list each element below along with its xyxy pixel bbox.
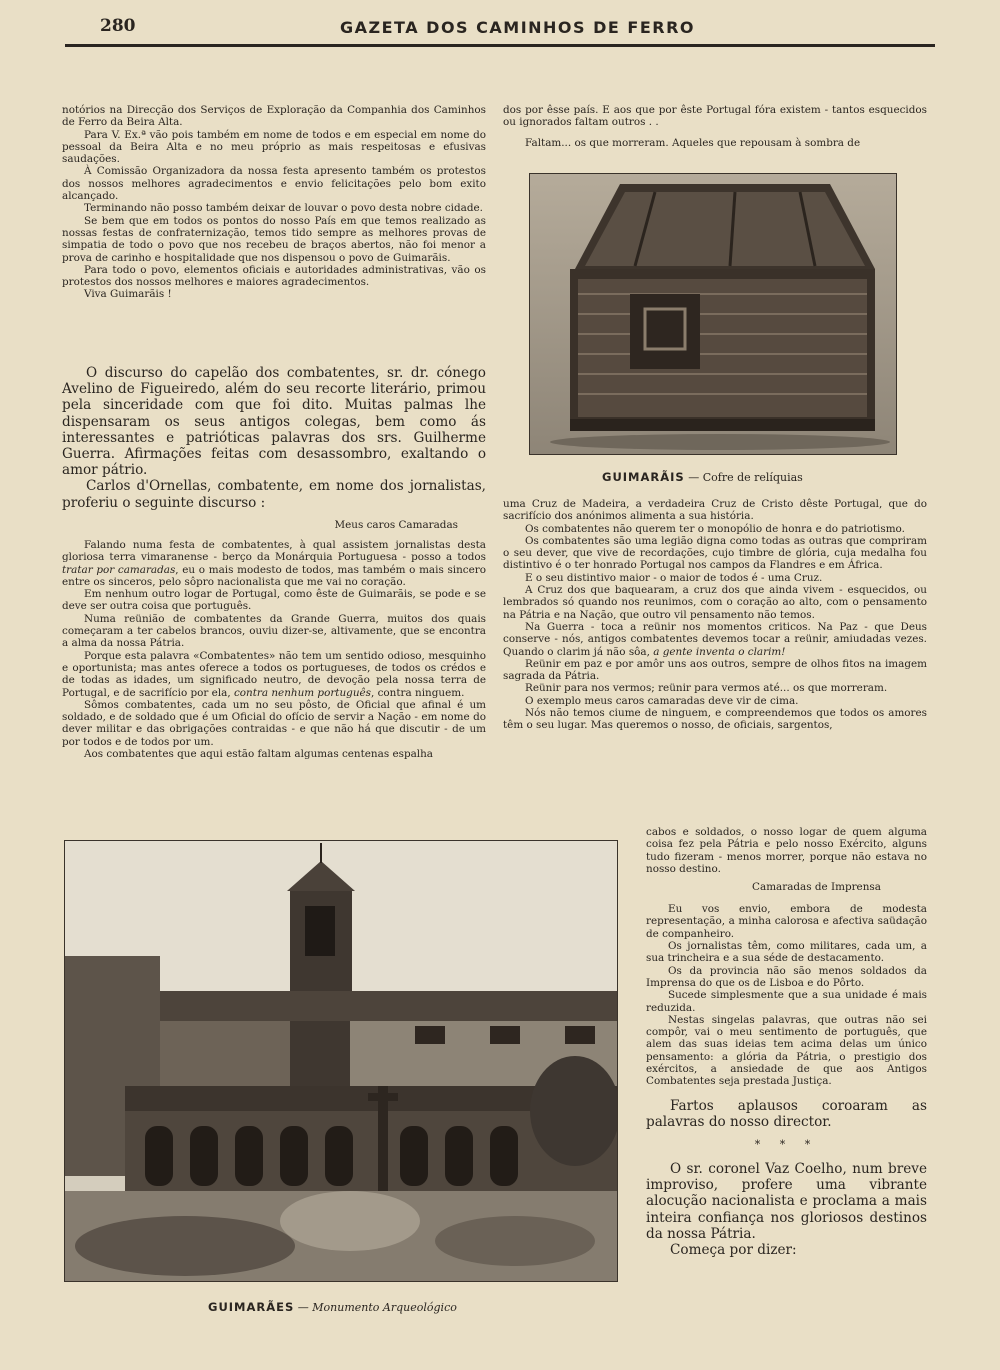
paragraph: Os da provincia não são menos soldados da Imprensa do que os de Lisboa e do Pôrto.: [646, 964, 927, 989]
paragraph: Falando numa festa de combatentes, à qual assistem jornalistas desta gloriosa terra vimaranense - berço da Monárquia Portuguesa - posso a todos tratar por camaradas, eu o mais modesto de todos, mas também o mais sincero entre os sinceros, pelo sôpro nacionalista que me vai no coração.: [62, 539, 486, 588]
paragraph: Nestas singelas palavras, que outras não sei compôr, vai o meu sentimento de português, que alem das suas ideias tem acima delas um único pensamento: a glória da Pátria, o prestigio dos exércitos, a ansiedade de que aos Antigos Combatentes seja prestada Justiça.: [646, 1013, 927, 1088]
header-rule: [65, 44, 935, 47]
section-heading: Camaradas de Imprensa: [752, 881, 881, 894]
left-column-lead: [62, 365, 486, 511]
paragraph: Terminando não posso também deixar de louvar o povo desta nobre cidade.: [84, 202, 483, 215]
paragraph: Porque esta palavra «Combatentes» não tem um sentido odioso, mesquinho e oportunista; mas antes oferece a todos os portugueses, de todos os crédos e de todas as idades, um significado neutro, de devoção pela nossa terra de Portugal, e de sacrifício por ela, contra nenhum português, contra ninguem.: [62, 649, 486, 699]
casket-photo: [529, 173, 897, 455]
paragraph: Na Guerra - toca a reünir nos momentos criticos. Na Paz - que Deus conserve - nós, antigos combatentes devemos tocar a reünir, amiudadas vezes. Quando o clarim já não sôa, a gente inventa o clarim!: [503, 620, 927, 658]
paragraph: Para todo o povo, elementos oficiais e autoridades administrativas, vão os protestos dos nossos melhores e maiores agradecimentos.: [62, 263, 486, 289]
paragraph: dos por êsse país. E aos que por êste Portugal fóra existem - tantos esquecidos ou ignorados faltam outros . .: [503, 104, 927, 129]
paragraph: A Cruz dos que baquearam, a cruz dos que ainda vivem - esquecidos, ou lembrados só quando nos reunimos, com o coração ao alto, com o pensamento na Pátria e na Nação, que outro vil pensamento não temos.: [503, 584, 927, 621]
paragraph: Reünir em paz e por amôr uns aos outros, sempre de olhos fitos na imagem sagrada da Pátria.: [503, 657, 927, 683]
paragraph: Fartos aplausos coroaram as palavras do nosso director.: [646, 1097, 927, 1130]
cloister-illustration: [65, 841, 617, 1281]
casket-caption: GUIMARÃIS — Cofre de relíquias: [602, 470, 803, 484]
page-number: 280: [100, 16, 136, 36]
speech-salutation: Meus caros Camaradas: [334, 519, 458, 531]
paragraph: O sr. coronel Vaz Coelho, num breve improviso, profere uma vibrante alocução nacionalista e proclama a mais inteira confiança nos gloriosos destinos da nossa Pátria.: [646, 1161, 927, 1242]
paragraph: uma Cruz de Madeira, a verdadeira Cruz de Cristo dêste Portugal, que do sacrifício dos anónimos alimenta a sua história.: [503, 498, 927, 523]
paragraph: cabos e soldados, o nosso logar de quem alguma coisa fez pela Pátria e pelo nosso Exército, alguns tudo fizeram - menos morrer, porque não estava no nosso destino.: [646, 826, 927, 875]
paragraph: Viva Guimarãis !: [84, 288, 172, 301]
paragraph: Os combatentes são uma legião digna como todas as outras que compriram o seu dever, que vive de recordações, cujo timbre de glória, cuja medalha fou distintivo é o ter honrado Portugal nos campos da Flandres e em África.: [503, 534, 927, 572]
paragraph: Sucede simplesmente que a sua unidade é mais reduzida.: [646, 989, 927, 1014]
cloister-caption: GUIMARÃES — Monumento Arqueológico: [208, 1300, 457, 1314]
paragraph: E o seu distintivo maior - o maior de todos é - uma Cruz.: [525, 571, 823, 584]
paragraph: À Comissão Organizadora da nossa festa apresento também os protestos dos nossos melhores agradecimentos e envio felicitações pelo bom exito alcançado.: [62, 165, 486, 203]
section-separator: * * *: [754, 1138, 819, 1152]
paragraph: Começa por dizer:: [670, 1242, 797, 1259]
paragraph: O discurso do capelão dos combatentes, sr. dr. cónego Avelino de Figueiredo, além do seu recorte literário, primou pela sinceridade com que foi dito. Muitas palmas lhe dispensaram os seus antigos colegas, bem como ás interessantes e patrióticas palavras dos srs. Guilherme Guerra. Afirmações feitas com desassombro, exaltando o amor pátrio.: [62, 365, 486, 479]
paragraph: notórios na Direcção dos Serviços de Exploração da Companhia dos Caminhos de Ferro da Beira Alta.: [62, 104, 486, 129]
paragraph: Sômos combatentes, cada um no seu pôsto, de Oficial que afinal é um soldado, e de soldado que é um Oficial do ofício de servir a Nação - em nome do dever militar e das obrigações contraidas - e que não há que discutir - de um por todos e de todos por um.: [62, 698, 486, 748]
paragraph: Carlos d'Ornellas, combatente, em nome dos jornalistas, proferiu o seguinte discurso :: [62, 478, 486, 511]
paragraph: Os jornalistas têm, como militares, cada um, a sua trincheira e a sua séde de destacamento.: [646, 940, 927, 965]
paragraph: Eu vos envio, embora de modesta representação, a minha calorosa e afectiva saüdação de companheiro.: [646, 903, 927, 940]
page-title: GAZETA DOS CAMINHOS DE FERRO: [340, 18, 696, 37]
left-column-speech: [62, 513, 486, 760]
left-column-top: [62, 104, 486, 301]
paragraph: Nós não temos ciume de ninguem, e compreendemos que todos os amores têm o seu lugar. Mas queremos o nosso, de oficiais, sargentos,: [503, 707, 927, 732]
right-column-narrow: [646, 826, 927, 1258]
paragraph: Faltam... os que morreram. Aqueles que repousam à sombra de: [525, 136, 861, 149]
paragraph: Os combatentes não querem ter o monopólio de honra e do patriotismo.: [525, 522, 905, 535]
paragraph: Em nenhum outro logar de Portugal, como êste de Guimarãis, se pode e se deve ser outra coisa que português.: [62, 588, 486, 613]
paragraph: Numa reünião de combatentes da Grande Guerra, muitos dos quais começaram a ter cabelos brancos, ouviu dizer-se, altivamente, que se encontra a alma da nossa Pátria.: [62, 612, 486, 650]
paragraph: Reünir para nos vermos; reünir para vermos até... os que morreram.: [525, 682, 888, 695]
paragraph: O exemplo meus caros camaradas deve vir de cima.: [525, 694, 799, 707]
paragraph: Se bem que em todos os pontos do nosso País em que temos realizado as nossas festas de confraternização, temos tido sempre as melhores provas de simpatia de todo o povo que nos recebeu de braços abertos, não foi menor a prova de carinho e hospitalidade que nos dispensou o povo de Guimarãis.: [62, 214, 486, 264]
cloister-photo: [64, 840, 618, 1282]
right-column-top: [503, 104, 927, 149]
casket-illustration: [530, 174, 896, 454]
paragraph: Aos combatentes que aqui estão faltam algumas centenas espalha: [84, 748, 433, 761]
right-column-middle: [503, 498, 927, 732]
paragraph: Para V. Ex.ª vão pois também em nome de todos e em especial em nome do pessoal da Beira Alta e no meu próprio as mais respeitosas e efusivas saudações.: [62, 128, 486, 166]
